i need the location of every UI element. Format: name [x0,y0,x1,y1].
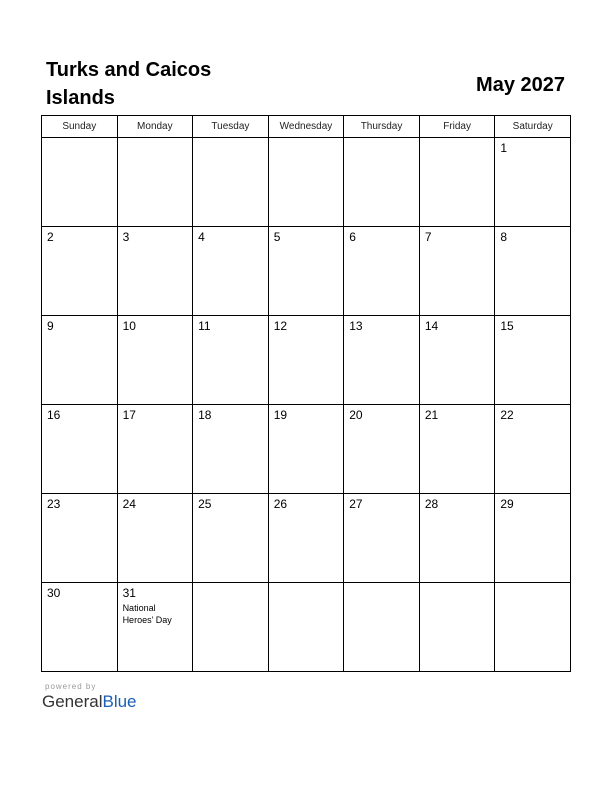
week-row [42,138,571,227]
day-cell [268,583,344,672]
day-cell [344,138,420,227]
weekday-monday: Monday [117,116,193,138]
weekday-tuesday: Tuesday [193,116,269,138]
day-cell [117,316,193,405]
day-cell [419,583,495,672]
day-number: 2 [47,230,54,244]
powered-by-label: powered by [45,682,97,691]
day-number: 23 [47,497,61,511]
day-number: 26 [273,497,288,511]
day-number: 19 [273,408,288,422]
day-cell [344,227,420,316]
day-number: 7 [424,230,432,244]
day-cell [42,405,118,494]
brand-blue-text: Blue [102,692,137,711]
month-title: May 2027 [476,74,565,96]
day-cell [495,583,571,672]
day-number: 25 [198,497,212,511]
day-number: 10 [122,319,136,333]
day-cell [495,316,571,405]
day-cell [42,138,118,227]
day-number: 16 [47,408,61,422]
day-number: 31 [122,586,136,600]
week-row [42,494,571,583]
day-number: 5 [273,230,281,244]
day-cell [268,138,344,227]
day-cell [193,494,269,583]
day-number: 27 [349,497,363,511]
day-cell [268,316,344,405]
day-number: 3 [122,230,130,244]
day-cell [344,316,420,405]
week-row [42,583,571,672]
day-number: 20 [349,408,363,422]
day-cell [419,138,495,227]
day-number: 17 [122,408,136,422]
day-number: 18 [198,408,212,422]
day-number: 29 [500,497,514,511]
day-cell [495,405,571,494]
day-cell [419,227,495,316]
day-number: 11 [198,319,211,333]
day-number: 8 [500,230,508,244]
day-number: 9 [47,319,54,333]
day-number: 28 [424,497,439,511]
day-number: 21 [424,408,439,422]
footer [42,682,137,712]
weekday-wednesday: Wednesday [268,116,344,138]
day-cell [193,138,269,227]
day-cell [117,227,193,316]
weekday-thursday: Thursday [344,116,420,138]
day-number: 1 [500,141,508,155]
day-number: 24 [122,497,136,511]
weekday-saturday: Saturday [495,116,571,138]
day-cell [117,405,193,494]
day-number: 13 [349,319,363,333]
weekday-header-row [42,116,571,138]
day-number: 22 [500,408,514,422]
day-cell [268,405,344,494]
day-number: 12 [273,319,288,333]
day-cell [42,316,118,405]
day-cell [419,494,495,583]
day-cell [42,494,118,583]
day-number: 15 [500,319,514,333]
day-cell [344,583,420,672]
holiday-label: National Heroes’ Day [122,603,172,625]
day-cell [495,138,571,227]
country-title: Turks and Caicos Islands [46,59,212,109]
day-cell [419,405,495,494]
day-number: 4 [198,230,205,244]
day-cell [193,405,269,494]
day-cell [193,227,269,316]
day-cell [344,405,420,494]
weekday-sunday: Sunday [42,116,118,138]
day-number: 14 [424,319,439,333]
day-cell [42,583,118,672]
week-row [42,227,571,316]
day-cell [419,316,495,405]
week-row [42,405,571,494]
generalblue-logo[interactable] [42,692,137,712]
calendar-grid [41,115,571,672]
day-cell [42,227,118,316]
day-cell [193,583,269,672]
day-cell [117,138,193,227]
day-cell [193,316,269,405]
day-cell [268,227,344,316]
day-number: 30 [47,586,61,600]
day-cell [268,494,344,583]
day-cell [495,494,571,583]
day-cell [495,227,571,316]
day-cell [344,494,420,583]
day-number: 6 [349,230,356,244]
week-row [42,316,571,405]
weekday-friday: Friday [419,116,495,138]
day-cell [117,494,193,583]
day-cell [117,583,193,672]
brand-general-text: General [42,692,103,711]
